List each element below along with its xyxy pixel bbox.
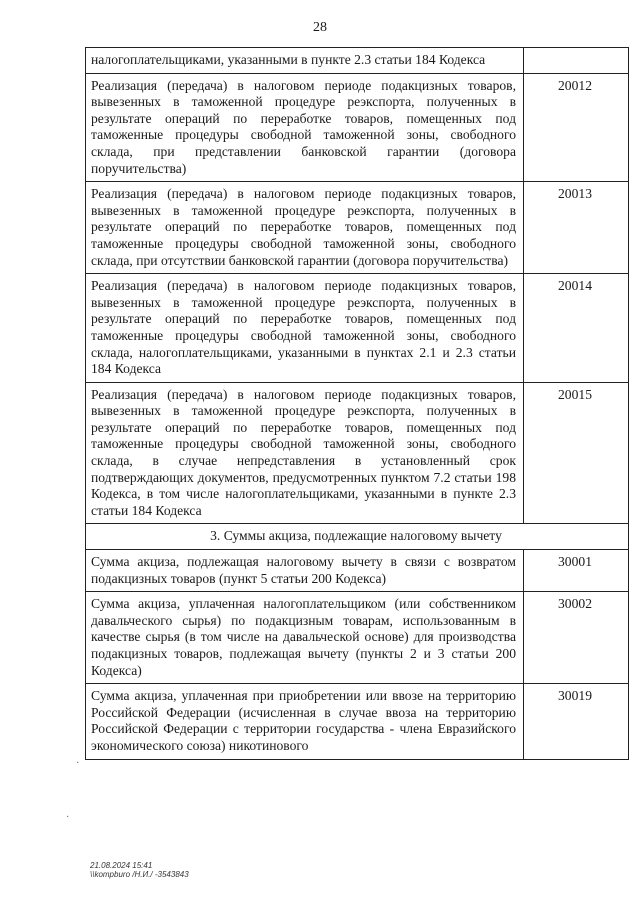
code-table bbox=[85, 47, 629, 760]
row-code: 20014 bbox=[524, 274, 629, 383]
row-description: Сумма акциза, уплаченная налогоплательщиком (или собственником давальческого сырья) по подакцизным товарам, использованным в качестве сырья (в том числе на давальческой основе) для производства подакцизных товаров, подлежащая вычету (пункты 2 и 3 статьи 200 Кодекса) bbox=[86, 592, 524, 684]
row-description: Реализация (передача) в налоговом периоде подакцизных товаров, вывезенных в таможенной процедуре реэкспорта, полученных в результате операций по переработке товаров, помещенных под таможенные процедуры свободной таможенной зоны, свободного склада, налогоплательщиками, указанными в пунктах 2.1 и 2.3 статьи 184 Кодекса bbox=[86, 274, 524, 383]
table-row bbox=[86, 73, 629, 182]
row-description: Реализация (передача) в налоговом периоде подакцизных товаров, вывезенных в таможенной процедуре реэкспорта, полученных в результате операций по переработке товаров, помещенных под таможенные процедуры свободной таможенной зоны, свободного склада, в случае непредставления в установленный срок подтверждающих документов, предусмотренных пунктом 7.2 статьи 198 Кодекса, в том числе налогоплательщиками, указанными в пункте 2.3 статьи 184 Кодекса bbox=[86, 382, 524, 524]
scan-mark: · bbox=[76, 758, 80, 769]
row-code: 30019 bbox=[524, 684, 629, 759]
footer-date: 21.08.2024 15:41 bbox=[90, 861, 153, 870]
table-row bbox=[86, 382, 629, 524]
footer-reference: \\kompburo /Н.И./ -3543843 bbox=[90, 870, 189, 879]
section-heading: 3. Суммы акциза, подлежащие налоговому вычету bbox=[86, 524, 629, 550]
table-row bbox=[86, 274, 629, 383]
row-code: 30002 bbox=[524, 592, 629, 684]
row-code: 20013 bbox=[524, 182, 629, 274]
scan-mark: · bbox=[66, 812, 70, 823]
row-code: 30001 bbox=[524, 550, 629, 592]
row-code bbox=[524, 48, 629, 74]
table-row bbox=[86, 684, 629, 759]
page-number: 28 bbox=[313, 20, 327, 35]
row-description: налогоплательщиками, указанными в пункте 2.3 статьи 184 Кодекса bbox=[86, 48, 524, 74]
table-row bbox=[86, 48, 629, 74]
row-description: Реализация (передача) в налоговом периоде подакцизных товаров, вывезенных в таможенной процедуре реэкспорта, полученных в результате операций по переработке товаров, помещенных под таможенные процедуры свободной таможенной зоны, свободного склада, при отсутствии банковской гарантии (договора поручительства) bbox=[86, 182, 524, 274]
section-heading-row bbox=[86, 524, 629, 550]
row-description: Реализация (передача) в налоговом периоде подакцизных товаров, вывезенных в таможенной процедуре реэкспорта, полученных в результате операций по переработке товаров, помещенных под таможенные процедуры свободной таможенной зоны, свободного склада, при представлении банковской гарантии (договора поручительства) bbox=[86, 73, 524, 182]
row-code: 20015 bbox=[524, 382, 629, 524]
table-row bbox=[86, 182, 629, 274]
table-row bbox=[86, 550, 629, 592]
row-description: Сумма акциза, подлежащая налоговому вычету в связи с возвратом подакцизных товаров (пункт 5 статьи 200 Кодекса) bbox=[86, 550, 524, 592]
table-row bbox=[86, 592, 629, 684]
row-code: 20012 bbox=[524, 73, 629, 182]
row-description: Сумма акциза, уплаченная при приобретении или ввозе на территорию Российской Федерации (исчисленная в случае ввоза на территорию Российской Федерации с территории государства - члена Евразийского экономического союза) никотинового bbox=[86, 684, 524, 759]
